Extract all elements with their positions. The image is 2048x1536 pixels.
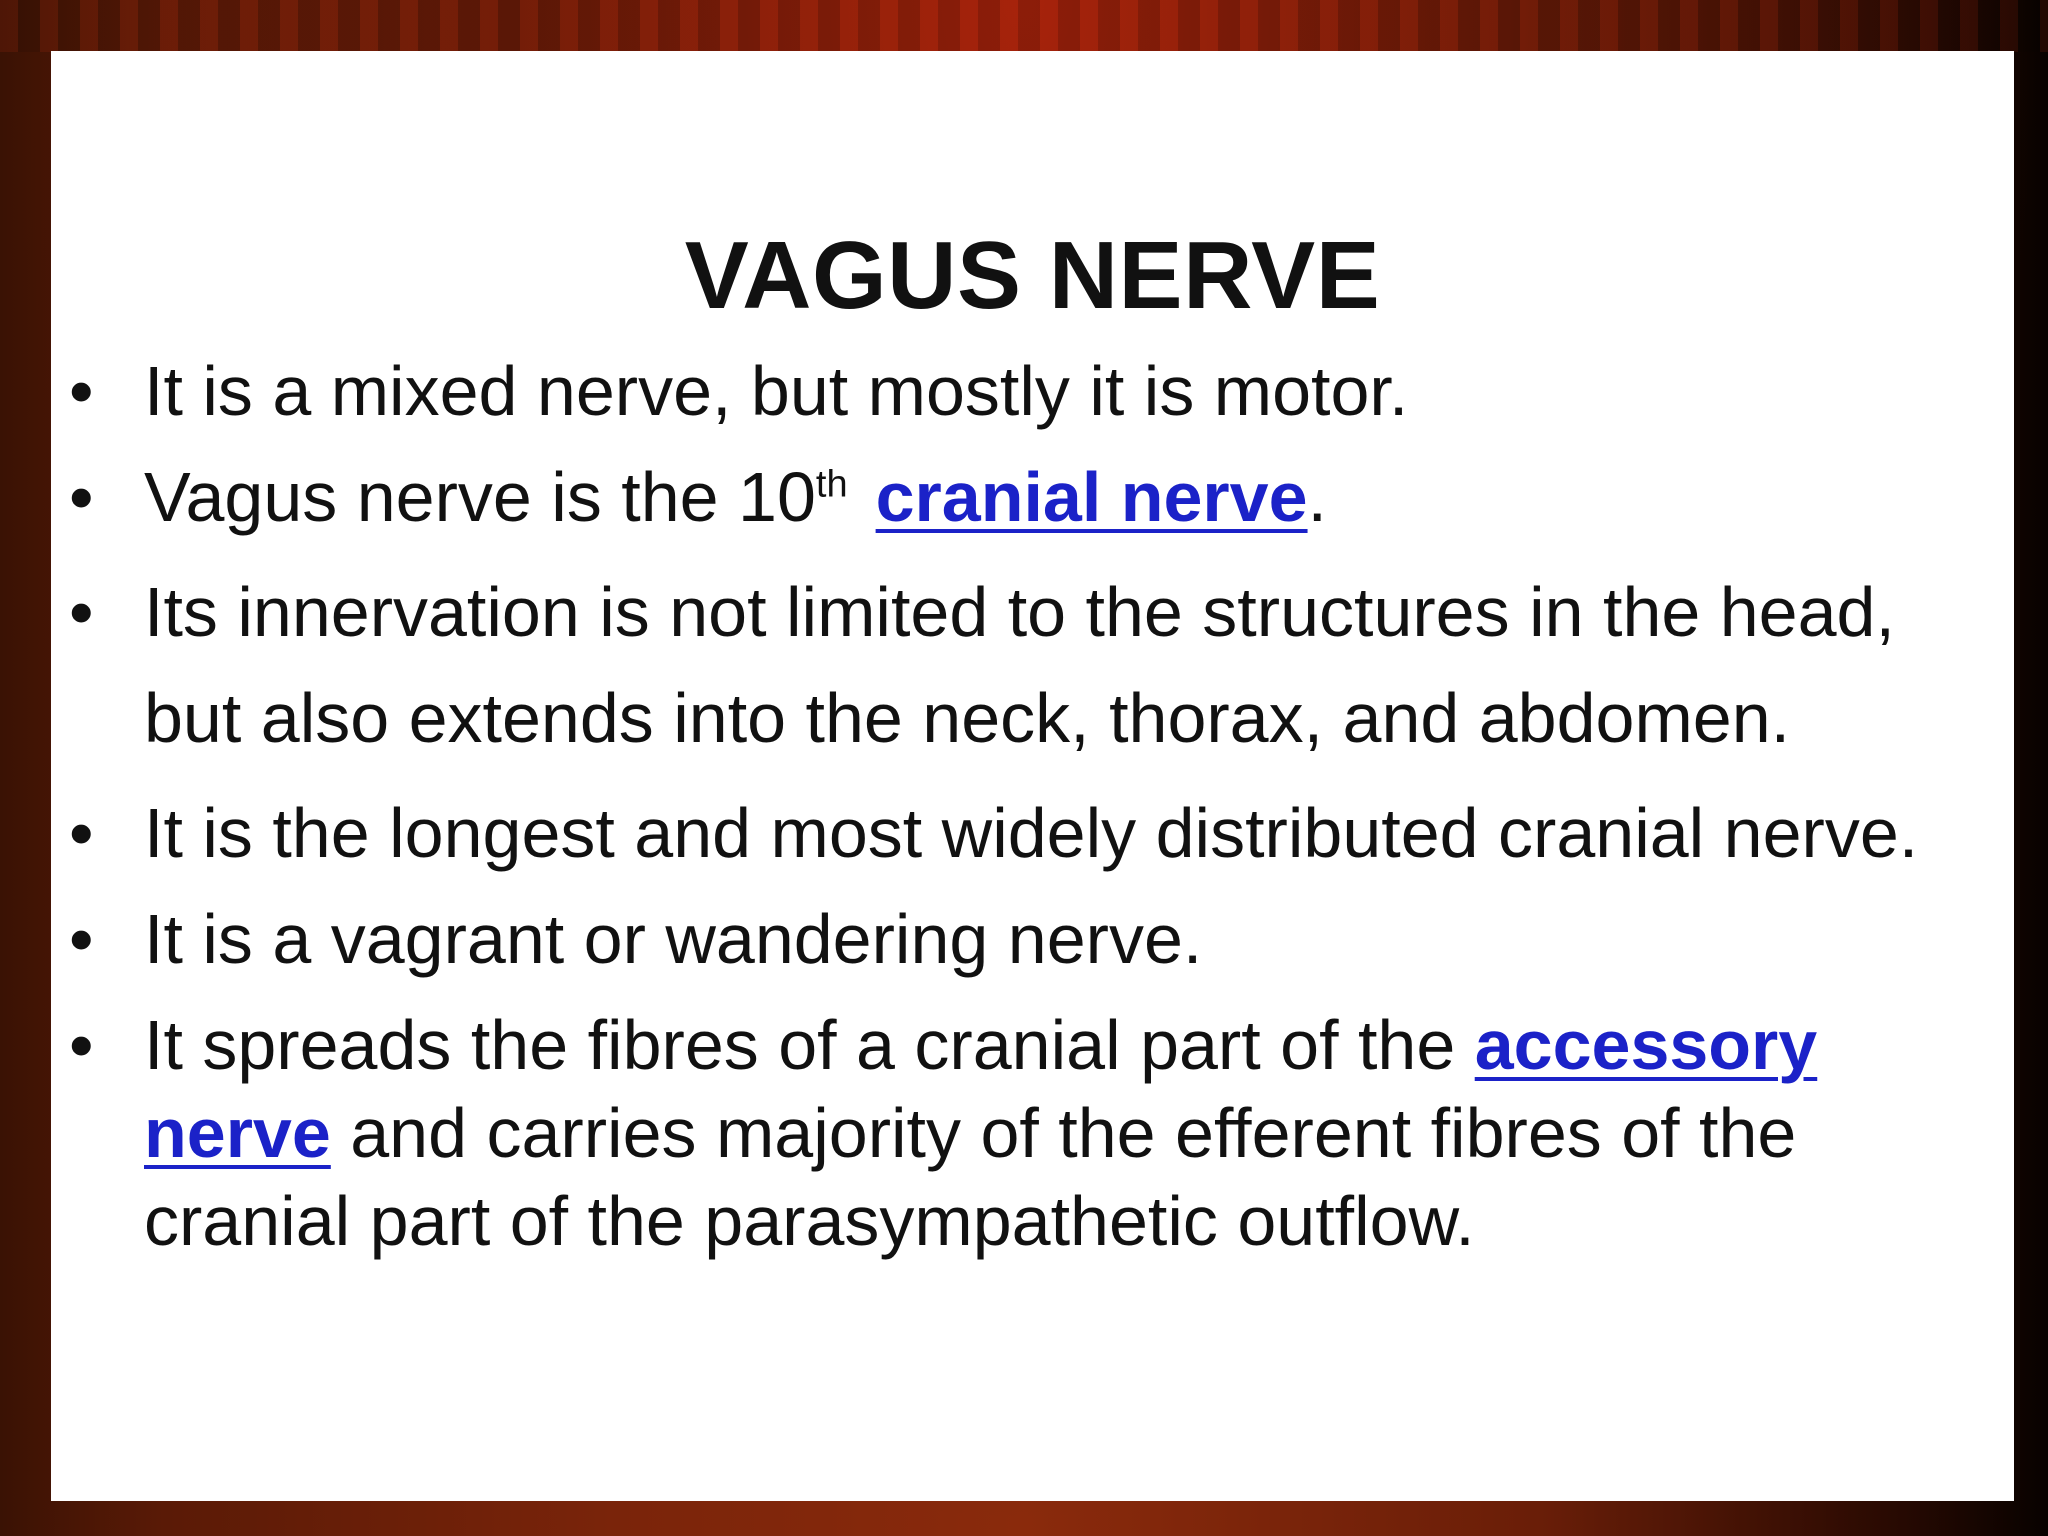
- bullet-item: [51, 895, 2014, 983]
- bullet-dot-icon: •: [69, 794, 94, 872]
- accessory-nerve-link[interactable]: accessory nerve: [144, 1006, 1818, 1172]
- bullet-text: It spreads the fibres of a cranial part of the: [144, 1006, 1475, 1084]
- bullet-text-end: .: [1307, 458, 1327, 536]
- slide-title: VAGUS NERVE: [684, 222, 1381, 329]
- bullet-item: [51, 1001, 2014, 1265]
- bullet-list: [51, 347, 2014, 1283]
- bullet-item: [51, 347, 2014, 435]
- bullet-text: Vagus nerve is the 10: [144, 458, 816, 536]
- bullet-text: Its innervation is not limited to the structures in the head, but also extends into the neck, thorax, and abdomen.: [144, 573, 1895, 757]
- bullet-dot-icon: •: [69, 458, 94, 536]
- bullet-text: It is a vagrant or wandering nerve.: [144, 900, 1203, 978]
- slide: [51, 51, 2014, 1501]
- bullet-dot-icon: •: [69, 352, 94, 430]
- cranial-nerve-link[interactable]: cranial nerve: [875, 458, 1308, 536]
- bullet-dot-icon: •: [69, 1006, 94, 1084]
- background-stripes: [0, 0, 2048, 52]
- bullet-item: [51, 559, 2014, 771]
- bullet-text: It is a mixed nerve, but mostly it is motor.: [144, 352, 1409, 430]
- bullet-dot-icon: •: [69, 573, 94, 651]
- bullet-text-end: and carries majority of the efferent fibres of the cranial part of the parasympathetic outflow.: [144, 1094, 1797, 1260]
- bullet-item: [51, 453, 2014, 541]
- bullet-text: It is the longest and most widely distributed cranial nerve.: [144, 794, 1919, 872]
- superscript: th: [815, 463, 848, 506]
- bullet-dot-icon: •: [69, 900, 94, 978]
- bullet-item: [51, 789, 2014, 877]
